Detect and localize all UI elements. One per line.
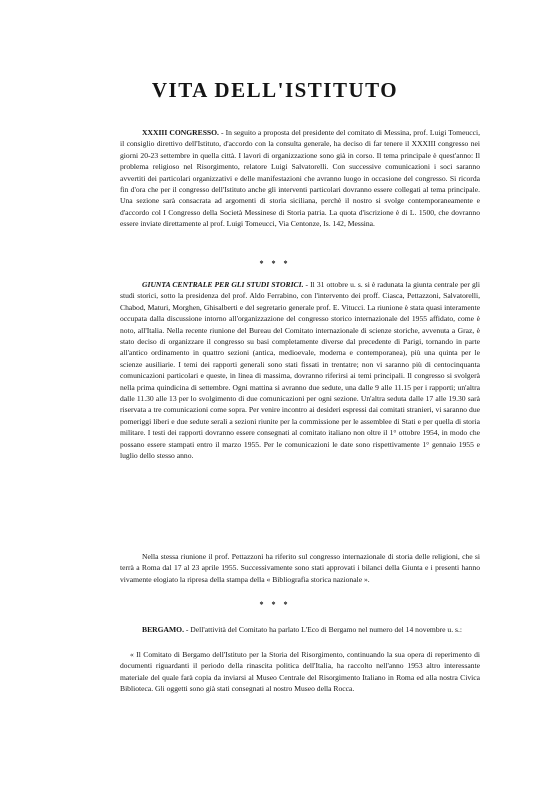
congresso-text: - In seguito a proposta del presidente del comitato di Messina, prof. Luigi Tomeucci, il consiglio direttivo dell'Istituto, d'accordo con la consulta generale, ha deciso di far tenere il XXXIII congresso nei giorni 20-23 settembre in quella città. I lavori di organizzazione sono già in corso. Il tema principale è quest'anno: Il problema religioso nel Risorgimento, relatore Luigi Salvatorelli. Con successive comunicazioni i soci saranno avvertiti dei particolari organizzativi e delle manifestazioni che avranno luogo in occasione del congresso. Si ricorda fin d'ora che per il congresso dell'Istituto anche gli interventi particolari dovranno essere collegati al tema principale. Una sezione sarà consacrata ad argomenti di storia siciliana, perchè il nostro si svolge contemporaneamente e d'accordo col I Congresso della Società Messinese di Storia patria. La quota d'iscrizione è di L. 1500, che dovranno essere inviate direttamente al prof. Luigi Tomeucci, Via Centonze, Is. 142, Messina. (120, 128, 480, 229)
section-separator: * * * (259, 600, 291, 609)
section-separator: * * * (259, 259, 291, 268)
page-title: VITA DELL'ISTITUTO (151, 78, 399, 102)
giunta-heading: GIUNTA CENTRALE PER GLI STUDI STORICI. (142, 280, 304, 289)
bergamo-heading: BERGAMO. (142, 625, 184, 634)
section-congresso (120, 127, 480, 230)
section-bergamo (120, 624, 480, 635)
giunta-text: - Il 31 ottobre u. s. si è radunata la giunta centrale per gli studi storici, sotto la presidenza del prof. Aldo Ferrabino, con l'intervento dei proff. Ciasca, Pettazzoni, Salvatorelli, Chabod, Maturi, Morghen, Ghisalberti e del segretario generale prof. E. Vitucci. La riunione è stata quasi interamente occupata dalla discussione intorno all'organizzazione del congresso storico internazionale del 1955 affidato, come è noto, all'Italia. Nella recente riunione del Bureau del Comitato internazionale di scienze storiche, avvenuta a Graz, è stato deciso di organizzare il congresso su basi completamente diverse dal precedente di Parigi, tornando in parte all'antico ordinamento in quattro sezioni (antica, medioevale, moderna e contemporanea), più una quinta per le scienze ausiliarie. I temi dei rapporti generali sono stati fissati in trentatre; non vi saranno più di centocinquanta comunicazioni particolari e queste, in linea di massima, dovranno riferirsi ai temi principali. Il congresso si svolgerà nella prima quindicina di settembre. Ogni mattina si avranno due sedute, una dalle 9 alle 11.15 per i rapporti; un'altra dalle 11.30 alle 13 per lo svolgimento di due comunicazioni per ogni sezione. Un'altra seduta dalle 17 alle 19.30 sarà riservata a tre comunicazioni come sopra. Per venire incontro ai desideri espressi dai comitati stranieri, vi saranno due pomeriggi liberi e due sedute serali a sezioni riunite per la commissione per le assemblee di Stati e per quella di storia militare. I testi dei rapporti dovranno essere consegnati al comitato italiano non oltre il 1° ottobre 1954, in modo che possano essere stampati entro il marzo 1955. Per le comunicazioni le date sono rispettivamente 1° gennaio 1955 e luglio dello stesso anno. (120, 280, 480, 461)
bergamo-quote: « Il Comitato di Bergamo dell'Istituto per la Storia del Risorgimento, continuando la sua opera di reperimento di documenti riguardanti il periodo della rinascita politica dell'Italia, ha raccolto nell'anno 1953 altro interessante materiale del quale farà copia da inviarsi al Museo Centrale del Risorgimento Italiano in Roma ed alla nostra Civica Biblioteca. Gli oggetti sono già stati consegnati al nostro Museo della Rocca. (120, 650, 480, 694)
giunta-paragraph-2: Nella stessa riunione il prof. Pettazzoni ha riferito sul congresso internazionale di storia delle religioni, che si terrà a Roma dal 17 al 23 aprile 1955. Successivamente sono stati approvati i bilanci della Giunta e i presenti hanno vivamente elogiato la ripresa della stampa della « Bibliografia storica nazionale ». (120, 552, 480, 584)
congresso-heading: XXXIII CONGRESSO. (142, 128, 219, 137)
section-giunta (120, 279, 480, 462)
bergamo-text: - Dell'attività del Comitato ha parlato L'Eco di Bergamo nel numero del 14 novembre u. s.: (183, 625, 462, 634)
